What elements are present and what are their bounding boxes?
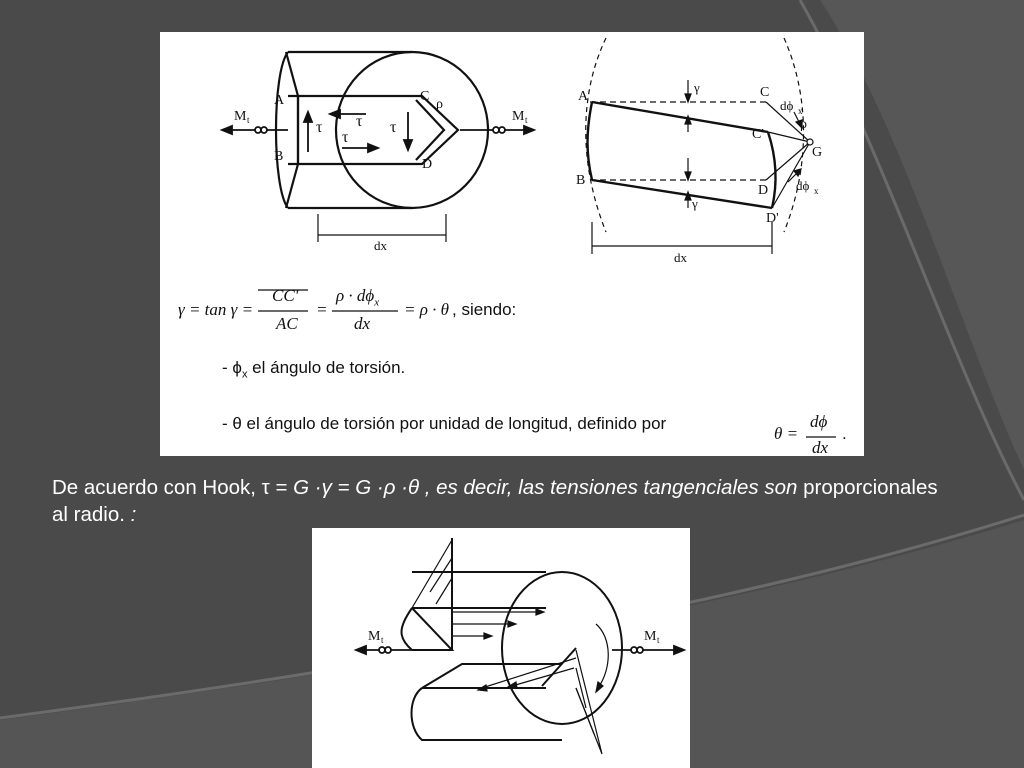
label-B-left: B — [274, 149, 284, 164]
torsion-diagram-panel — [160, 32, 864, 456]
bullet-phi — [222, 358, 405, 380]
caption-part2: proporcionales al radio. — [52, 476, 938, 526]
caption-text — [52, 474, 952, 528]
label-mt-left-sub: t — [247, 115, 250, 125]
label-A-right: A — [578, 89, 589, 104]
formula-frac2-den: dx — [354, 314, 371, 333]
caption-part1: De acuerdo con Hook, τ = — [52, 476, 294, 499]
bullet-phi-symbol: ϕ — [232, 358, 242, 377]
label-mt-left-bottom: M — [368, 629, 381, 644]
stress-distribution-panel — [312, 528, 690, 768]
label-B-right: B — [576, 173, 586, 188]
deformation-element-right — [586, 38, 813, 254]
label-dx-left: dx — [374, 238, 387, 253]
label-mt-left: M — [234, 109, 247, 124]
label-tau-1: τ — [316, 119, 323, 136]
label-C-left: C — [420, 89, 430, 104]
label-gamma-bottom: γ — [692, 196, 698, 211]
label-tau-3: τ — [342, 129, 349, 146]
bullet-theta-lhs: θ = — [774, 424, 799, 443]
label-D-prime: D' — [766, 211, 779, 226]
bullet-theta-end: . — [842, 424, 847, 443]
label-tau-4: τ — [390, 119, 397, 136]
label-A-left: A — [274, 93, 285, 108]
bullet-theta-num: dϕ — [810, 412, 828, 431]
caption-italic2: : — [124, 503, 137, 526]
label-mt-right-bottom: M — [644, 629, 657, 644]
label-G: G — [812, 145, 823, 160]
label-dx-right: dx — [674, 250, 687, 265]
torsion-diagram-svg — [160, 32, 864, 456]
bullet-phi-sub: x — [241, 368, 248, 381]
bullet-phi-text: el ángulo de torsión. — [247, 358, 406, 377]
label-C-right: C — [760, 85, 770, 100]
label-mt-right: M — [512, 109, 525, 124]
label-C-prime: C' — [752, 127, 764, 142]
formula-lhs: γ = tan γ = — [178, 300, 254, 319]
bullet-theta-text: - θ el ángulo de torsión por unidad de longitud, definido por — [222, 414, 667, 433]
formula-eq1: = — [316, 300, 328, 319]
label-dphi-bottom-sub: x — [814, 186, 819, 196]
label-mt-right-bottom-sub: t — [657, 635, 660, 645]
label-dphi-bottom: dϕ — [796, 178, 810, 193]
bullet-theta-den: dx — [812, 438, 829, 457]
formula-suffix: , siendo: — [452, 300, 517, 319]
label-rho-right: ρ — [800, 117, 807, 132]
formula-frac2-num — [336, 286, 379, 308]
label-dphi-top-sub: x — [798, 106, 803, 116]
formula-frac2-num-text: ρ · dϕ — [336, 286, 375, 305]
caption-italic1: G ·γ = G ·ρ ·θ , es decir, las tensiones tangenciales son — [293, 476, 798, 499]
stress-distribution-svg — [312, 528, 690, 768]
label-dphi-top: dϕ — [780, 98, 794, 113]
label-gamma-top: γ — [694, 80, 700, 95]
label-mt-left-bottom-sub: t — [381, 635, 384, 645]
label-mt-right-sub: t — [525, 115, 528, 125]
formula-frac1-den: AC — [276, 314, 298, 333]
formula-frac1-num: CC' — [272, 286, 299, 305]
label-D-right: D — [758, 183, 769, 198]
bullet-phi-dash: - — [222, 358, 228, 377]
label-D-left: D — [422, 157, 433, 172]
formula-frac2-num-sub: x — [374, 296, 380, 309]
formula-rhs: = ρ · θ — [404, 300, 449, 319]
label-tau-2: τ — [356, 113, 363, 130]
label-rho-left: ρ — [436, 97, 443, 112]
